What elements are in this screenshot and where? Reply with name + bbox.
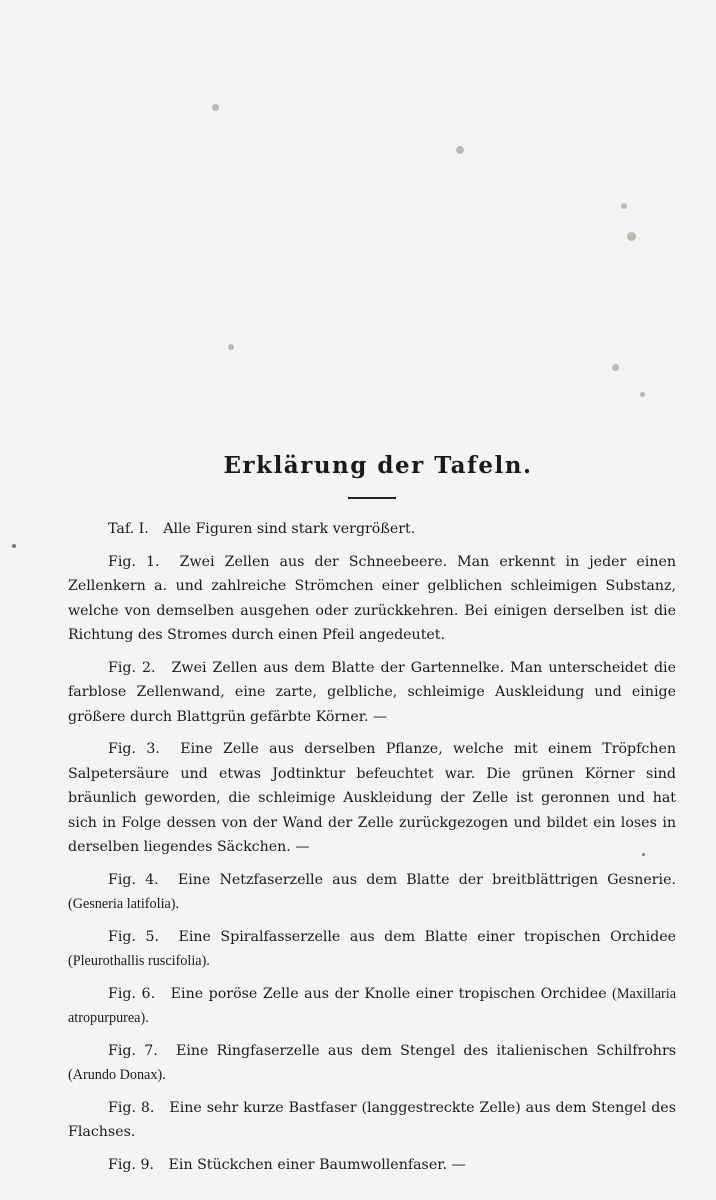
entry-text: Eine sehr kurze Bastfaser (langgestreckte Zelle) aus dem Stengel des Flachses. [68,1099,676,1140]
figure-caption-7 [68,1039,676,1088]
entry-text: Eine Zelle aus derselben Pflanze, welche mit einem Tröpfchen Salpetersäure und etwas Jodtinktur befeuchtet war. Die grünen Körner sind bräunlich geworden, die schleimige Auskleidung der Zelle ist geronnen und hat sich in Folge dessen von der Wand der Zelle zurückgezogen und bildet ein loses in derselben liegendes Säckchen. — [68,741,676,855]
latin-name: (Pleurothallis ruscifolia). [68,953,210,969]
page-title: Erklärung der Tafeln. [223,452,533,479]
paper-speck [627,232,636,241]
paper-speck [612,364,619,371]
entry-label: Fig. 7. [108,1042,158,1059]
entry-text: Eine poröse Zelle aus der Knolle einer tropischen Orchidee [170,985,607,1002]
figure-caption-8 [68,1096,676,1145]
figure-caption-9 [68,1153,676,1178]
paper-speck [640,392,645,397]
figure-caption-4 [68,868,676,917]
entry-text: Eine Netzfaserzelle aus dem Blatte der breitblättrigen Gesnerie. [177,871,676,888]
latin-name: (Gesneria latifolia). [68,896,180,912]
latin-name: (Maxillaria atropurpurea). [68,985,676,1026]
paper-speck [212,104,219,111]
entry-label: Fig. 8. [108,1099,155,1116]
entry-label: Taf. I. [108,521,149,537]
paper-speck [228,344,234,350]
entry-text: Eine Ringfaserzelle aus dem Stengel des italienischen Schilfrohrs [176,1042,677,1059]
entry-label: Fig. 4. [108,871,159,888]
figure-caption-2 [68,656,676,730]
entry-text: Zwei Zellen aus dem Blatte der Gartennelke. Man unterscheidet die farblose Zellenwand, eine zarte, gelbliche, schleimige Auskleidung und einige größere durch Blattgrün gefärbte Körner. — [68,659,676,725]
title-divider [348,497,396,499]
latin-name: (Arundo Donax). [68,1067,166,1083]
explanation-of-plates [68,452,676,1185]
entry-text: Ein Stückchen einer Baumwollenfaser. — [168,1156,466,1173]
plate-note [68,517,676,542]
entry-text: Alle Figuren sind stark vergrößert. [163,521,416,537]
entry-text: Zwei Zellen aus der Schneebeere. Man erkennt in jeder einen Zellenkern a. und zahlreiche Strömchen einer gelblichen schleimigen Substanz, welche von demselben ausgehen oder zurückkehren. Bei einigen derselben ist die Richtung des Stromes durch einen Pfeil angedeutet. [68,553,676,643]
entry-text: Eine Spiralfasserzelle aus dem Blatte einer tropischen Orchidee [178,928,676,945]
figure-caption-5 [68,925,676,974]
paper-speck [456,146,464,154]
entry-label: Fig. 6. [108,985,156,1002]
entry-label: Fig. 1. [108,553,160,570]
figure-caption-3 [68,737,676,860]
entry-label: Fig. 5. [108,928,159,945]
paper-speck [621,203,627,209]
paper-speck [12,544,16,548]
entry-label: Fig. 3. [108,741,160,757]
entry-label: Fig. 2. [108,659,156,676]
entry-label: Fig. 9. [108,1156,155,1173]
figure-caption-6 [68,982,676,1031]
figure-caption-1 [68,550,676,648]
